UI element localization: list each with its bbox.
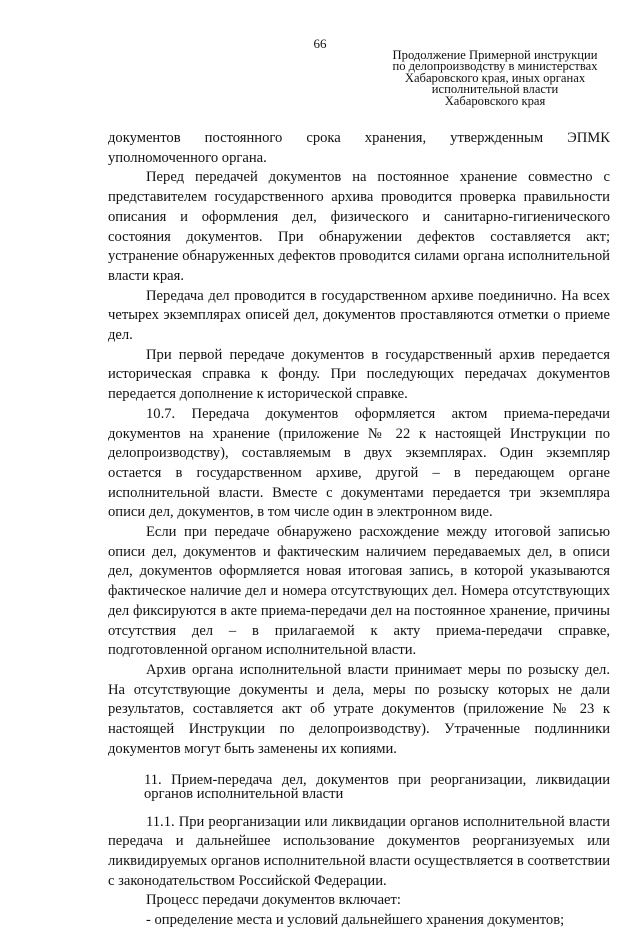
paragraph: 11.1. При реорганизации или ликвидации органов исполнительной власти передача и дальнейшее использование документов реорганизуемых или ликвидируемых органов исполнительной власти осуществляется в соответствии с законодательством Российской Федерации.	[108, 813, 610, 889]
paragraph: Процесс передачи документов включает:	[146, 892, 401, 909]
document-body	[108, 129, 610, 931]
paragraph: документов постоянного срока хранения, утвержденным ЭПМК уполномоченного органа.	[108, 130, 610, 166]
paragraph: Архив органа исполнительной власти принимает меры по розыску дел. На отсутствующие документы и дела, меры по розыску которых не дали результатов, составляется акт об утрате документов (приложение № 23 к настоящей Инструкции по делопроизводству). Утраченные подлинники документов могут быть заменены их копиями.	[108, 661, 610, 757]
paragraph: 10.7. Передача документов оформляется актом приема-передачи документов на хранение (приложение № 22 к настоящей Инструкции по делопроизводству), составляемым в двух экземплярах. Один экземпляр остается в государственном архиве, другой – в передающем органе исполнительной власти. Вместе с документами передается три экземпляра описи дел, документов, в том числе один в электронном виде.	[108, 405, 610, 521]
paragraph: При первой передаче документов в государственный архив передается историческая справка к фонду. При последующих передачах документов передается дополнение к исторической справке.	[108, 346, 610, 403]
paragraph: Перед передачей документов на постоянное хранение совместно с представителем государственного архива проводится проверка правильности описания и оформления дел, физического и санитарно-гигиенического состояния документов. При обнаружении дефектов составляется акт; устранение обнаруженных дефектов проводится силами органа исполнительной власти края.	[108, 169, 610, 284]
header-line: Продолжение Примерной инструкции	[392, 48, 598, 62]
header-line: Хабаровского края, иных органах	[404, 70, 586, 85]
paragraph: Если при передаче обнаружено расхождение между итоговой записью описи дел, документов и фактическим наличием передаваемых дел, в описи дел, документов оформляется новая итоговая запись, в которой указываются фактическое наличие дел и номера отсутствующих дел. Номера отсутствующих дел фиксируются в акте приема-передачи дел на постоянное хранение, причины отсутствия дел – в прилагаемой к акту приема-передачи справке, подготовленной органом исполнительной власти.	[108, 524, 610, 659]
list-item: - определение места и условий дальнейшего хранения документов;	[146, 912, 565, 929]
paragraph: Передача дел проводится в государственном архиве поединично. На всех четырех экземплярах описей дел, документов проставляются отметки о приеме дел.	[108, 287, 610, 344]
page-number: 66	[313, 36, 327, 51]
header-line: исполнительной власти	[431, 82, 559, 97]
header-line: Хабаровского края	[444, 93, 546, 108]
header-line: по делопроизводству в министерствах	[392, 59, 598, 74]
section-heading: 11. Прием-передача дел, документов при реорганизации, ликвидации органов исполнительной власти	[144, 771, 610, 802]
document-header	[384, 50, 606, 107]
